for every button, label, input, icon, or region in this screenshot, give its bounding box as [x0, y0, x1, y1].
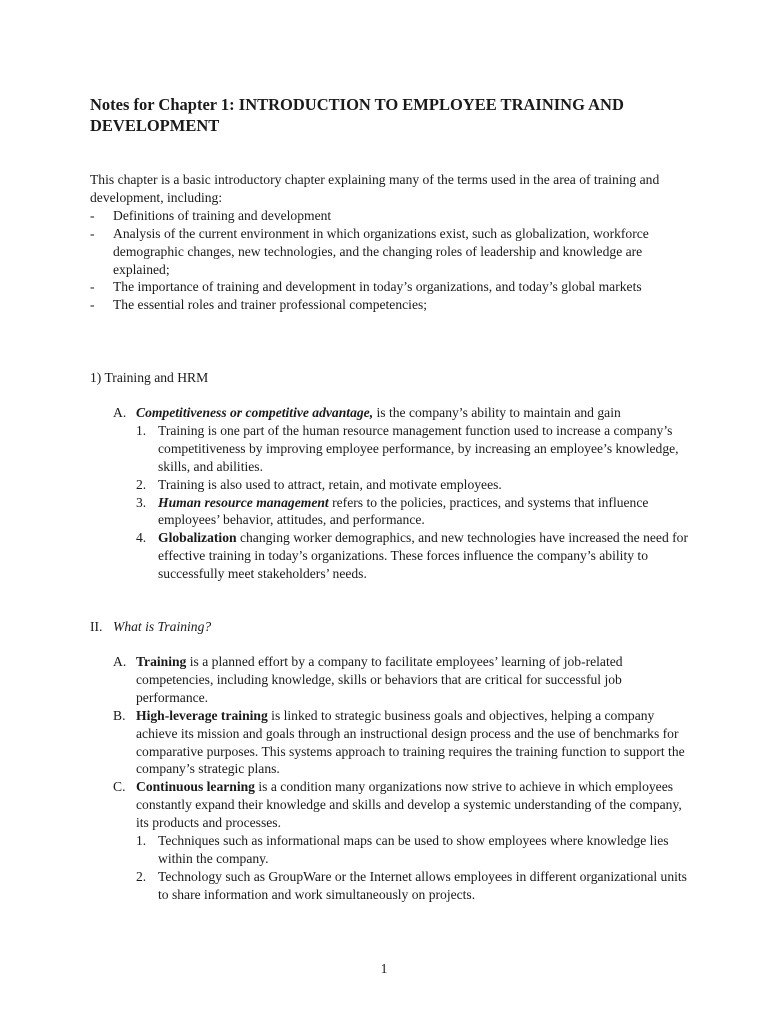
item-text: refers to the policies, practices, and systems that influence employees’ behavior, attitudes, and performance. [158, 494, 649, 528]
list-item [90, 778, 690, 832]
item-marker: A. [113, 405, 127, 420]
item-term: Training [136, 654, 187, 669]
document-title [90, 94, 690, 136]
item-marker: 3. [136, 494, 147, 510]
item-marker: B. [113, 707, 126, 723]
item-text: is a condition many organizations now strive to achieve in which employees constantly expand their knowledge and skills and develop a systemic understanding of the company, its products and processes. [136, 779, 682, 831]
intro-paragraph: This chapter is a basic introductory chapter explaining many of the terms used in the area of training and development, including: [90, 172, 660, 205]
list-item [90, 529, 690, 583]
bullet-text: Definitions of training and development [113, 207, 332, 223]
item-text: is a planned effort by a company to facilitate employees’ learning of job-related competencies, including knowledge, skills or behaviors that are critical for successful job performance. [136, 654, 623, 705]
section-training-hrm-heading-block [90, 369, 690, 387]
intro-bullet [90, 278, 690, 296]
page-number: 1 [380, 961, 388, 976]
item-marker: 2. [136, 868, 147, 884]
list-item [90, 707, 690, 779]
list-item [90, 404, 690, 422]
bullet-text: Analysis of the current environment in which organizations exist, such as globalization, workforce demographic changes, new technologies, and the changing roles of leadership and knowledge are explained; [113, 225, 649, 277]
bullet-text: The essential roles and trainer professional competencies; [113, 297, 428, 313]
section-training-hrm [90, 404, 690, 583]
section-heading: 1) Training and HRM [90, 370, 209, 385]
item-text: changing worker demographics, and new technologies have increased the need for effective training in today’s organizations. These forces influence the company’s ability to successfully meet stakeholders’ needs. [158, 530, 689, 582]
item-marker: 1. [136, 422, 147, 438]
item-marker: 2. [136, 476, 147, 492]
item-marker: A. [113, 654, 127, 669]
item-text: Technology such as GroupWare or the Internet allows employees in different organizational units to share information and work simultaneously on projects. [158, 868, 687, 902]
title-main: INTRODUCTION TO EMPLOYEE TRAINING AND DEVELOPMENT [90, 95, 624, 135]
item-text: Training is one part of the human resource management function used to increase a company’s competitiveness by improving employee performance, by increasing an employee’s knowledge, skills, and abilities. [158, 422, 679, 474]
item-term: High-leverage training [136, 707, 268, 723]
item-term: Globalization [158, 530, 237, 546]
item-text: Training is also used to attract, retain, and motivate employees. [158, 476, 502, 492]
bullet-marker: - [90, 297, 95, 313]
bullet-text: The importance of training and development in today’s organizations, and today’s global markets [113, 279, 642, 295]
list-item [90, 832, 690, 868]
list-item [90, 653, 690, 707]
item-text: Techniques such as informational maps can be used to show employees where knowledge lies within the company. [158, 833, 669, 866]
section-what-is-training [90, 653, 690, 904]
section-marker: II. [90, 619, 103, 634]
section-what-is-training-heading-block [90, 618, 690, 636]
item-term: Continuous learning [136, 779, 255, 795]
item-text: is the company’s ability to maintain and gain [373, 405, 621, 420]
item-text: is linked to strategic business goals and objectives, helping a company achieve its mission and goals through an instructional design process and the use of benchmarks for comparative purposes. This systems approach to training requires the training function to support the company’s strategic plans. [136, 707, 685, 777]
item-marker: 1. [136, 833, 147, 849]
section-title: What is Training? [113, 619, 212, 634]
item-marker: 4. [136, 530, 147, 546]
title-lead: Notes for Chapter 1: [90, 95, 239, 114]
intro-section [90, 171, 690, 314]
intro-bullet [90, 207, 690, 225]
bullet-marker: - [90, 279, 95, 295]
bullet-marker: - [90, 225, 95, 241]
list-item [90, 494, 690, 530]
intro-bullet [90, 225, 690, 279]
item-marker: C. [113, 779, 126, 795]
list-item [90, 868, 690, 904]
bullet-marker: - [90, 207, 95, 223]
list-item [90, 422, 690, 476]
intro-bullet [90, 296, 690, 314]
list-item [90, 476, 690, 494]
section-heading [90, 618, 690, 636]
item-term: Human resource management [158, 494, 329, 510]
item-term: Competitiveness or competitive advantage, [136, 405, 374, 420]
